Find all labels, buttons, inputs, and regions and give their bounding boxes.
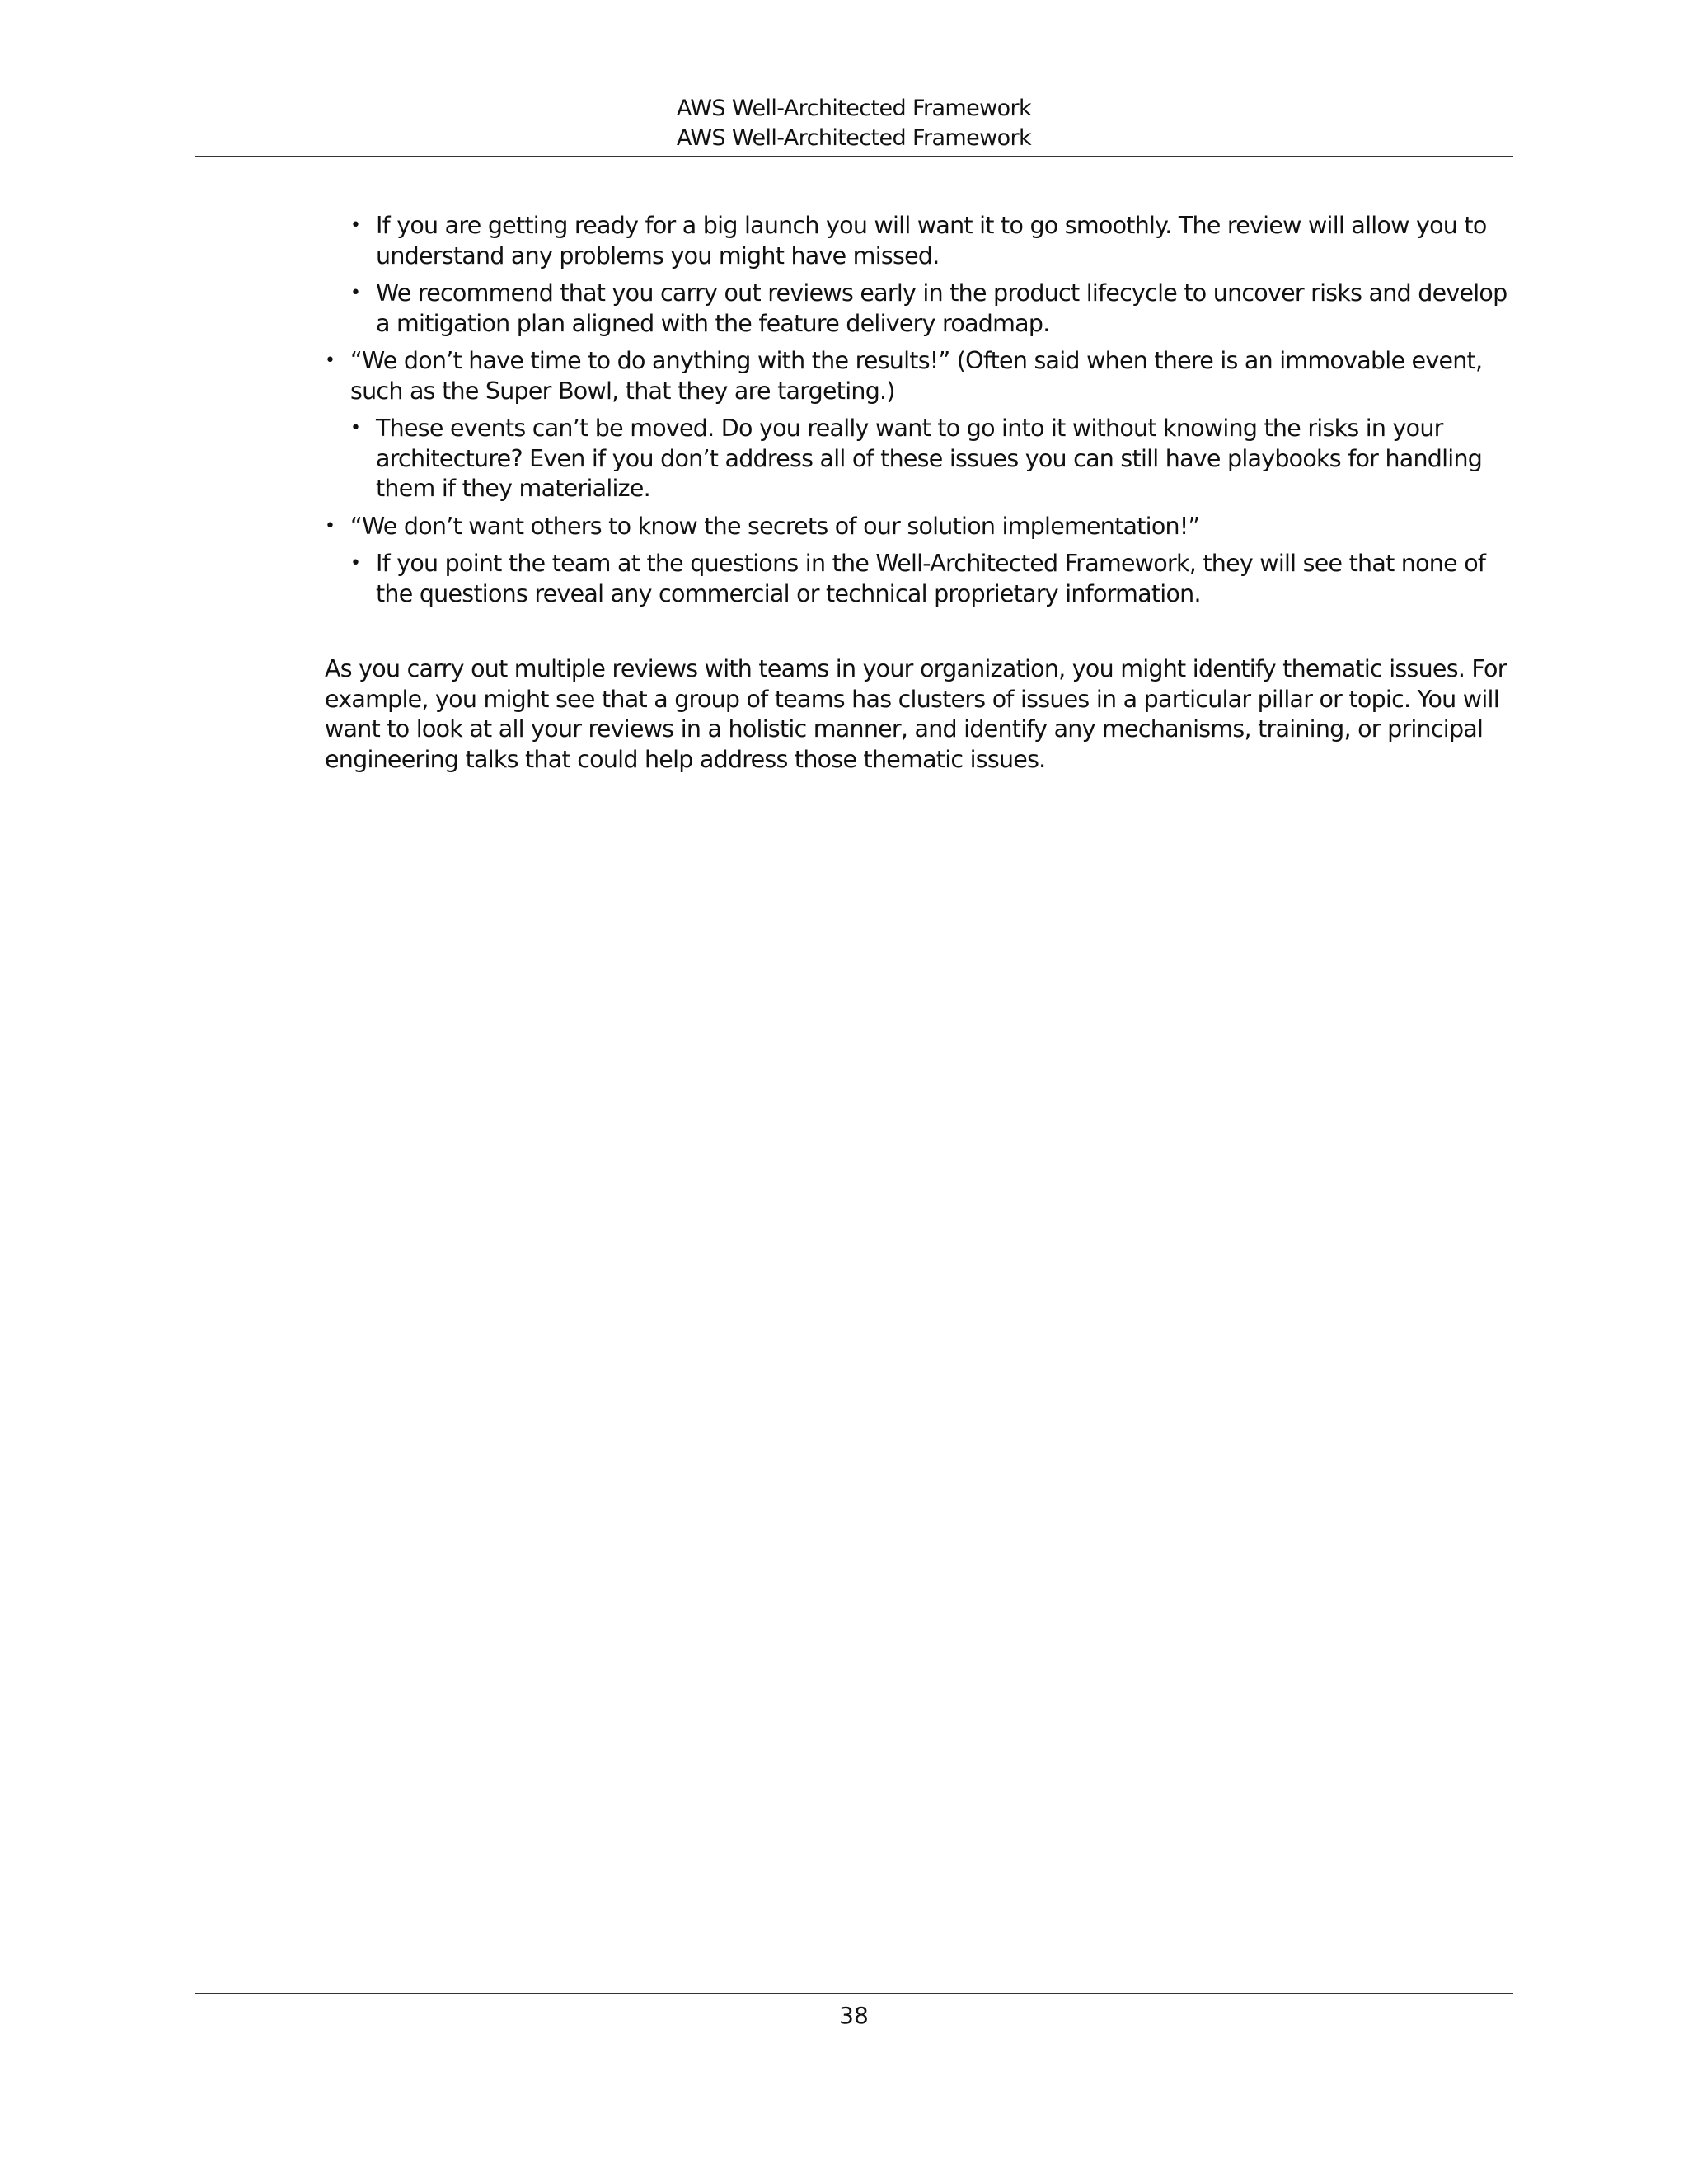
page-number: 38 xyxy=(839,2002,869,2029)
list-item xyxy=(325,512,1520,610)
sub-list-item xyxy=(350,414,1520,504)
bullet-icon: • xyxy=(350,553,361,574)
page-header xyxy=(195,94,1513,153)
page-content xyxy=(325,211,1520,775)
sub-bullet-list xyxy=(350,414,1520,504)
sub-list-item xyxy=(350,211,1520,271)
bullet-icon: • xyxy=(325,350,335,371)
bullet-icon: • xyxy=(350,418,361,438)
footer-divider xyxy=(195,1993,1513,1994)
sub-list-item xyxy=(350,279,1520,339)
sub-bullet-list xyxy=(350,211,1520,339)
sub-list-item-text: If you are getting ready for a big launch you will want it to go smoothly. The review will allow you to understand any problems you might have missed. xyxy=(376,212,1487,269)
body-paragraph: As you carry out multiple reviews with teams in your organization, you might identify thematic issues. For example, you might see that a group of teams has clusters of issues in a particular pillar or topic. You will want to look at all your reviews in a holistic manner, and identify any mechanisms, training, or principal engineering talks that could help address those thematic issues. xyxy=(325,655,1507,773)
header-title: AWS Well-Architected Framework xyxy=(676,96,1032,121)
list-item-continuation xyxy=(325,211,1520,339)
list-item-text: “We don’t want others to know the secrets of our solution implementation!” xyxy=(350,512,1200,540)
sub-bullet-list xyxy=(350,549,1520,609)
bullet-icon: • xyxy=(350,215,361,236)
list-item xyxy=(325,346,1520,504)
sub-list-item-text: If you point the team at the questions in the Well-Architected Framework, they will see that none of the questions reveal any commercial or technical proprietary information. xyxy=(376,550,1486,607)
bullet-list xyxy=(325,211,1520,609)
header-divider xyxy=(195,156,1513,157)
bullet-icon: • xyxy=(350,283,361,303)
list-item-text: “We don’t have time to do anything with the results!” (Often said when there is an immovable event, such as the Super Bowl, that they are targeting.) xyxy=(350,347,1483,405)
sub-list-item-text: We recommend that you carry out reviews early in the product lifecycle to uncover risks and develop a mitigation plan aligned with the feature delivery roadmap. xyxy=(376,279,1507,337)
sub-list-item-text: These events can’t be moved. Do you really want to go into it without knowing the risks in your architecture? Even if you don’t address all of these issues you can still have playbooks for handling them if they materialize. xyxy=(376,415,1483,502)
sub-list-item xyxy=(350,549,1520,609)
bullet-icon: • xyxy=(325,515,335,537)
header-title-duplicate: AWS Well-Architected Framework xyxy=(676,125,1032,151)
